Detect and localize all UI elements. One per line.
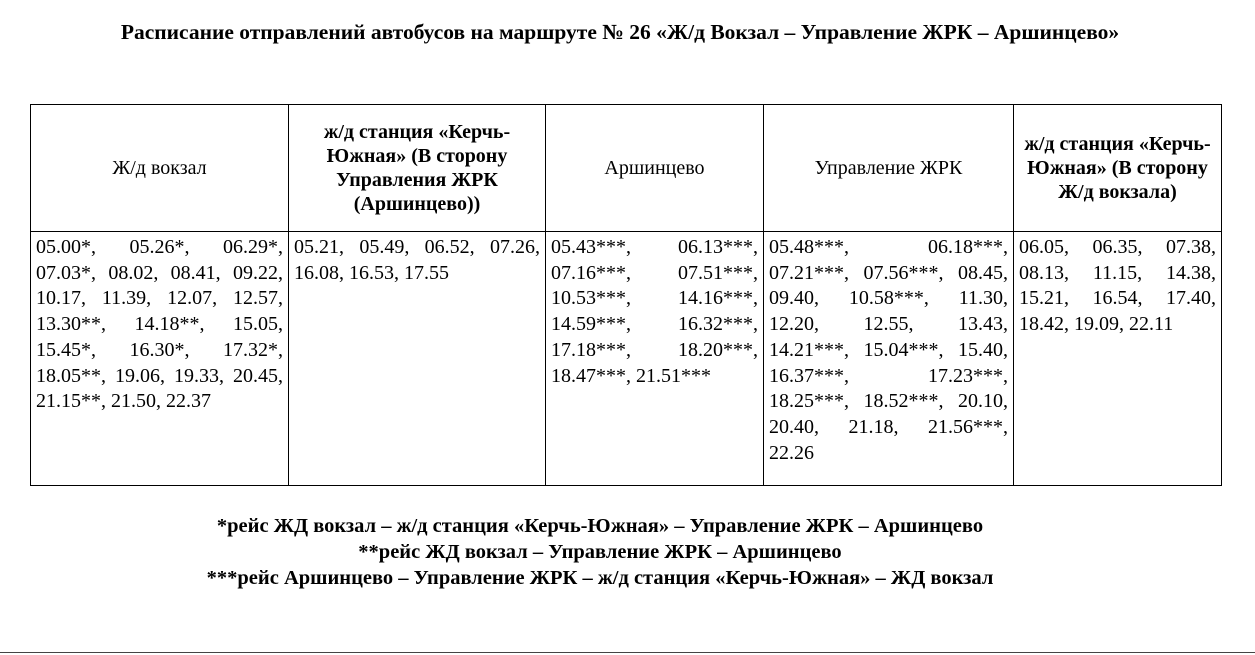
header-arshintsevo: Аршинцево [546, 105, 764, 232]
times-arshintsevo: 05.43***, 06.13***, 07.16***, 07.51***, 10.53***, 14.16***, 14.59***, 16.32***, 17.18***, 18.20***, 18.47***, 21.51*** [546, 232, 764, 486]
times-zhrk-administration: 05.48***, 06.18***, 07.21***, 07.56***, 08.45, 09.40, 10.58***, 11.30, 12.20, 12.55, 13.43, 14.21***, 15.04***, 15.40, 16.37***, 17.23***, 18.25***, 18.52***, 20.10, 20.40, 21.18, 21.56***, 22.26 [764, 232, 1014, 486]
page-title: Расписание отправлений автобусов на маршруте № 26 «Ж/д Вокзал – Управление ЖРК – Аршинцево» [120, 20, 1120, 44]
footnote-1: *рейс ЖД вокзал – ж/д станция «Керчь-Южная» – Управление ЖРК – Аршинцево [216, 515, 984, 537]
bottom-divider [0, 652, 1255, 653]
table-header-row [31, 105, 1222, 232]
times-railway-station: 05.00*, 05.26*, 06.29*, 07.03*, 08.02, 08.41, 09.22, 10.17, 11.39, 12.07, 12.57, 13.30**, 14.18**, 15.05, 15.45*, 16.30*, 17.32*, 18.05**, 19.06, 19.33, 20.45, 21.15**, 21.50, 22.37 [31, 232, 289, 486]
table-row [31, 232, 1222, 486]
schedule-table [30, 104, 1222, 486]
footnote-3: ***рейс Аршинцево – Управление ЖРК – ж/д станция «Керчь-Южная» – ЖД вокзал [206, 567, 994, 589]
times-kerch-south-to-station: 06.05, 06.35, 07.38, 08.13, 11.15, 14.38, 15.21, 16.54, 17.40, 18.42, 19.09, 22.11 [1014, 232, 1222, 486]
header-railway-station: Ж/д вокзал [31, 105, 289, 232]
times-kerch-south-to-zhrk: 05.21, 05.49, 06.52, 07.26, 16.08, 16.53, 17.55 [289, 232, 546, 486]
header-kerch-south-to-zhrk: ж/д станция «Керчь-Южная» (В сторону Управления ЖРК (Аршинцево)) [289, 105, 546, 232]
header-kerch-south-to-station: ж/д станция «Керчь-Южная» (В сторону Ж/д вокзала) [1014, 105, 1222, 232]
footnotes [100, 513, 1100, 591]
header-zhrk-administration: Управление ЖРК [764, 105, 1014, 232]
footnote-2: **рейс ЖД вокзал – Управление ЖРК – Аршинцево [358, 541, 842, 563]
